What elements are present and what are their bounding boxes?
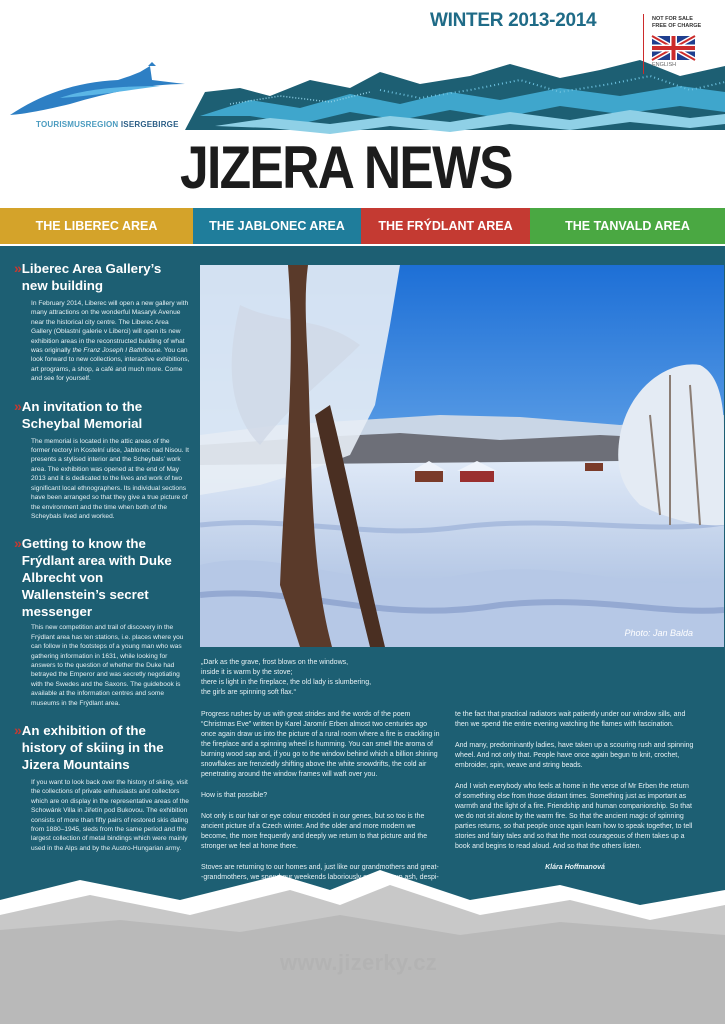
header-graphic xyxy=(0,0,725,140)
chevron-right-icon: » xyxy=(14,397,19,414)
footer-graphic xyxy=(0,860,725,1024)
poem-line: „Dark as the grave, frost blows on the windows, xyxy=(201,659,349,666)
article-body: In February 2014, Liberec will open a new gallery with many attractions on the wonderful Masaryk Avenue near the historical city centre. The Liberec Area Gallery (Oblastní galerie v Liberci) will open its new exhibition areas in the reconstructed building of what was originally the Franz Joseph I Bathhouse. You can look forward to new collections, interactive exhibitions, art programs, a shop, a café and much more. Come and see for yourself. xyxy=(31,300,190,383)
poem xyxy=(201,658,441,698)
article-body: This new competition and trail of discovery in the Frýdlant area has ten stations, i.e. places where you can follow in the footsteps of a young man who was gathering information in 1631, while looking for answers to the question of whether the Duke had betrayed the Emperor and was secretly negotiating with the Swedes and the Saxons. The guidebook is available at the information centres and some museums in the Frýdlant area. xyxy=(31,624,184,707)
article-gallery xyxy=(14,260,190,384)
feature-column-2 xyxy=(455,710,695,873)
not-for-sale: NOT FOR SALE xyxy=(652,16,693,22)
region-prefix: TOURISMUSREGION xyxy=(36,120,119,129)
article-scheybal xyxy=(14,398,190,522)
paragraph: And I wish everybody who feels at home in the verse of Mr Erben the return of something else from those distant times. Something just as important as warmth and the light of a fire. Friendship and human companionship. So that we do not sit alone by the warm fire. So that the ancient magic of spinning parties returns, so that people once again learn how to speak together, to tell stories and fairy tales and so that the most courageous of them takes up a book and begins to read aloud. And so that the others listen. xyxy=(455,783,693,850)
paragraph: te the fact that practical radiators wait patiently under our window sills, and then we spend the entire evening watching the flames with fascination. xyxy=(455,711,686,728)
region-name: ISERGEBIRGE xyxy=(120,120,179,129)
article-title: » Liberec Area Gallery’s new building xyxy=(14,260,162,293)
tab-liberec xyxy=(0,208,193,244)
paragraph: How is that possible? xyxy=(201,792,268,799)
news-column xyxy=(14,260,190,867)
article-body: If you want to look back over the history of skiing, visit the collections of private enthusiasts and collectors which are on display in the representative areas of the Schowánk Villa in Jiřetín pod Bukovou. The exhibition consists of more than fifty pairs of restored skis dating from 1880–1945, sleds from the same period and the largest collection of metal bindings which were mainly used in the Alps and by the Austro-Hungarian army. xyxy=(31,778,189,852)
article-skiing xyxy=(14,722,190,853)
paragraph: Stoves are returning to our homes and, just like our grandmothers and great- -grandmothers, we spend our weekends laboriously sweeping up ash, despi- xyxy=(201,864,439,881)
tab-tanvald-label: THE TANVALD AREA xyxy=(565,219,690,233)
tab-liberec-label: THE LIBEREC AREA xyxy=(35,219,158,233)
article-title: » An invitation to the Scheybal Memorial xyxy=(14,397,143,431)
photo-caption: Photo: Jan Balda xyxy=(624,628,693,638)
mountain-bands xyxy=(185,60,725,134)
uk-flag-icon xyxy=(652,36,695,60)
article-body: The memorial is located in the attic areas of the former rectory in Kostelní ulice, Jablonec nad Nisou. It presents a stylised interior and the Scheybals’ work area. The exhibition was opened at the end of May 2013 and it is dedicated to the lives and work of two significant local ethnographers. Its individual sections have been arranged so that they give a true picture of the environment and the time when both of the Scheybals lived and worked. xyxy=(31,437,189,520)
tab-tanvald xyxy=(530,208,725,244)
language-label: ENGLISH xyxy=(652,62,677,68)
paragraph: Progress rushes by us with great strides and the words of the poem “Christmas Eve” written by Karel Jaromír Erben almost two centuries ago once again draw us into the picture of a rural room where a fire is crackling in the fireplace and a spinning wheel is humming. You can smell the aroma of burning wood sap and, if you go to the window behind which a billion shining snowflakes are frenziedly shifting above the white snowdrifts, the cold air penetrating around the window frames will waft over you. xyxy=(201,711,440,778)
winter-photo xyxy=(200,265,724,647)
poem-line: there is light in the fireplace, the old lady is slumbering, xyxy=(201,679,372,686)
season-title: WINTER 2013-2014 xyxy=(430,10,597,31)
tab-jablonec-label: THE JABLONEC AREA xyxy=(209,219,345,233)
poem-line: the girls are spinning soft flax.“ xyxy=(201,689,296,696)
website-link[interactable]: www.jizerky.cz xyxy=(280,950,438,975)
tab-frydlant xyxy=(361,208,530,244)
masthead: JIZERA NEWS xyxy=(180,134,512,201)
chevron-right-icon: » xyxy=(14,535,19,552)
article-title: » An exhibition of the history of skiing in the Jizera Mountains xyxy=(14,721,164,772)
chevron-right-icon: » xyxy=(14,260,19,276)
tab-jablonec xyxy=(193,208,361,244)
author-signature: Klára Hoffmanová xyxy=(545,864,605,871)
poem-line: inside it is warm by the stove; xyxy=(201,669,293,676)
article-title: » Getting to know the Frýdlant area with Duke Albrecht von Wallenstein’s secret messenger xyxy=(14,535,172,620)
region-label xyxy=(36,120,179,129)
free-of-charge: FREE OF CHARGE xyxy=(652,23,702,29)
article-wallenstein xyxy=(14,535,190,708)
paragraph: Not only is our hair or eye colour encoded in our genes, but so too is the ancient picture of a Czech winter. And the older and more modern we become, the more frequently and deeply we return to that picture and the stronger we feel at home there. xyxy=(201,813,428,850)
mountain-logo xyxy=(10,62,185,115)
tab-frydlant-label: THE FRÝDLANT AREA xyxy=(378,219,513,233)
price-notice xyxy=(652,16,701,30)
chevron-right-icon: » xyxy=(14,721,19,738)
header-divider xyxy=(643,14,644,74)
paragraph: And many, predominantly ladies, have taken up a scouring rush and spinning wheel. And not only that. People have once again begun to knit, crochet, embroider, spin, weave and string beads. xyxy=(455,742,694,769)
